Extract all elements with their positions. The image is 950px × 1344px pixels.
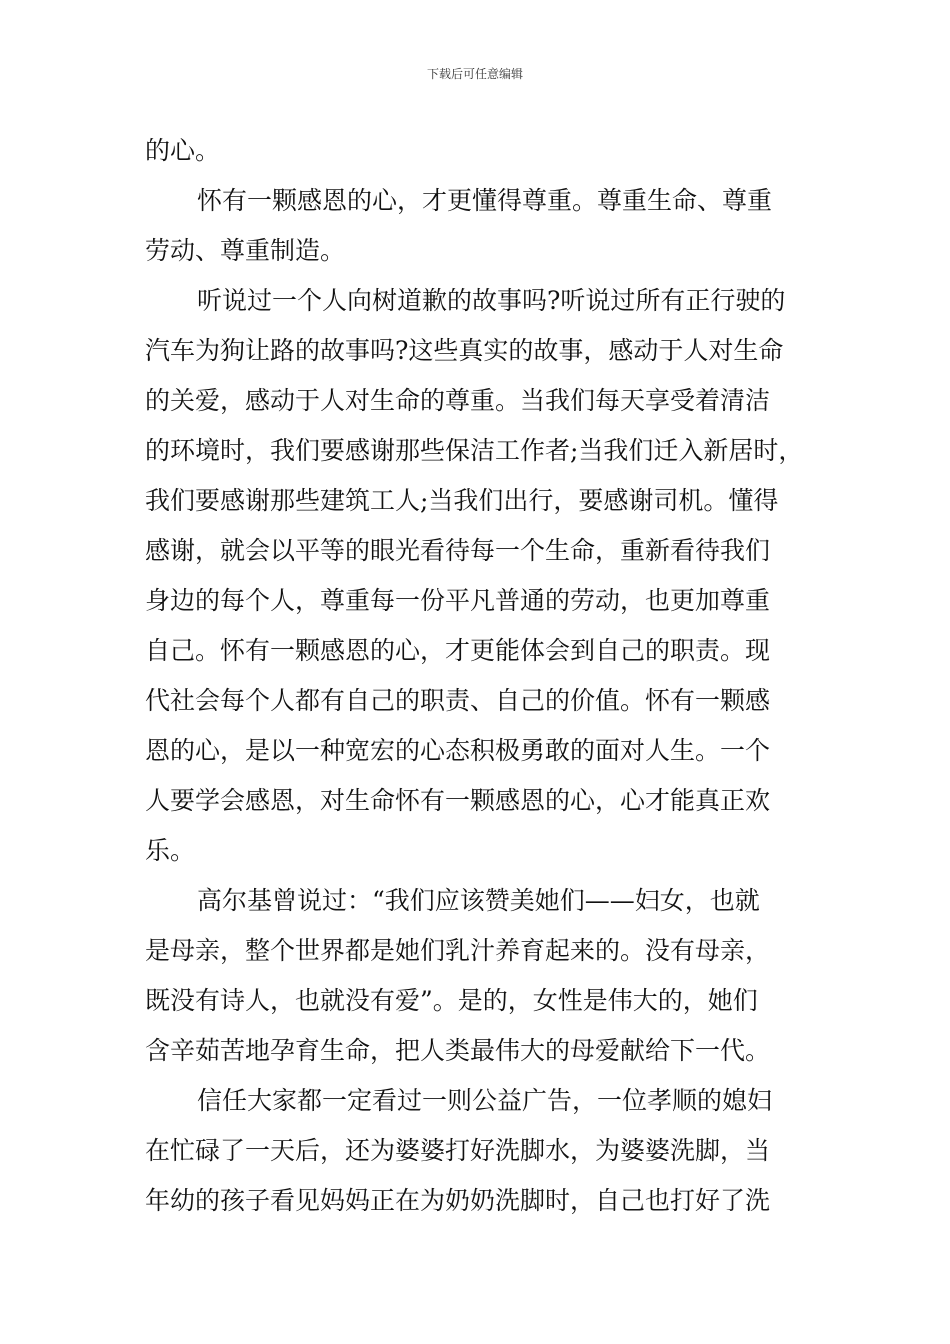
text-line: 我们要感谢那些建筑工人;当我们出行，要感谢司机。懂得 bbox=[145, 486, 779, 515]
paragraph-respect bbox=[145, 176, 810, 276]
paragraph-continuation bbox=[145, 126, 810, 176]
paragraph-gorky-quote bbox=[145, 876, 810, 1076]
text-line: 信任大家都一定看过一则公益广告，一位孝顺的媳妇 bbox=[197, 1086, 773, 1115]
text-line: 自己。怀有一颗感恩的心，才更能体会到自己的职责。现 bbox=[145, 636, 771, 665]
text-line: 人要学会感恩，对生命怀有一颗感恩的心，心才能真正欢 bbox=[145, 786, 771, 815]
text-line: 乐。 bbox=[145, 836, 196, 865]
text-line: 听说过一个人向树道歉的故事吗?听说过所有正行驶的 bbox=[197, 286, 786, 315]
paragraph-public-ad bbox=[145, 1076, 810, 1226]
text-line: 年幼的孩子看见妈妈正在为奶奶洗脚时，自己也打好了洗 bbox=[145, 1186, 771, 1215]
text-line: 在忙碌了一天后，还为婆婆打好洗脚水，为婆婆洗脚，当 bbox=[145, 1136, 771, 1165]
text-line: 感谢，就会以平等的眼光看待每一个生命，重新看待我们 bbox=[145, 536, 771, 565]
paragraph-stories bbox=[145, 276, 810, 876]
page-header: 下载后可任意编辑 bbox=[426, 67, 523, 81]
text-line: 高尔基曾说过：“我们应该赞美她们——妇女，也就 bbox=[197, 886, 760, 915]
text-line: 劳动、尊重制造。 bbox=[145, 236, 346, 265]
text-line: 含辛茹苦地孕育生命，把人类最伟大的母爱献给下一代。 bbox=[145, 1036, 771, 1065]
text-line: 汽车为狗让路的故事吗?这些真实的故事，感动于人对生命 bbox=[145, 336, 784, 365]
text-line: 的心。 bbox=[145, 136, 221, 165]
text-line: 的关爱，感动于人对生命的尊重。当我们每天享受着清洁 bbox=[145, 386, 771, 415]
text-line: 既没有诗人，也就没有爱”。是的，女性是伟大的，她们 bbox=[145, 986, 758, 1015]
text-line: 的环境时，我们要感谢那些保洁工作者;当我们迁入新居时， bbox=[145, 436, 804, 465]
text-line: 是母亲，整个世界都是她们乳汁养育起来的。没有母亲， bbox=[145, 936, 771, 965]
document-body bbox=[145, 126, 810, 1226]
text-line: 身边的每个人，尊重每一份平凡普通的劳动，也更加尊重 bbox=[145, 586, 771, 615]
text-line: 怀有一颗感恩的心，才更懂得尊重。尊重生命、尊重 bbox=[197, 186, 773, 215]
text-line: 代社会每个人都有自己的职责、自己的价值。怀有一颗感 bbox=[145, 686, 771, 715]
text-line: 恩的心，是以一种宽宏的心态积极勇敢的面对人生。一个 bbox=[145, 736, 771, 765]
